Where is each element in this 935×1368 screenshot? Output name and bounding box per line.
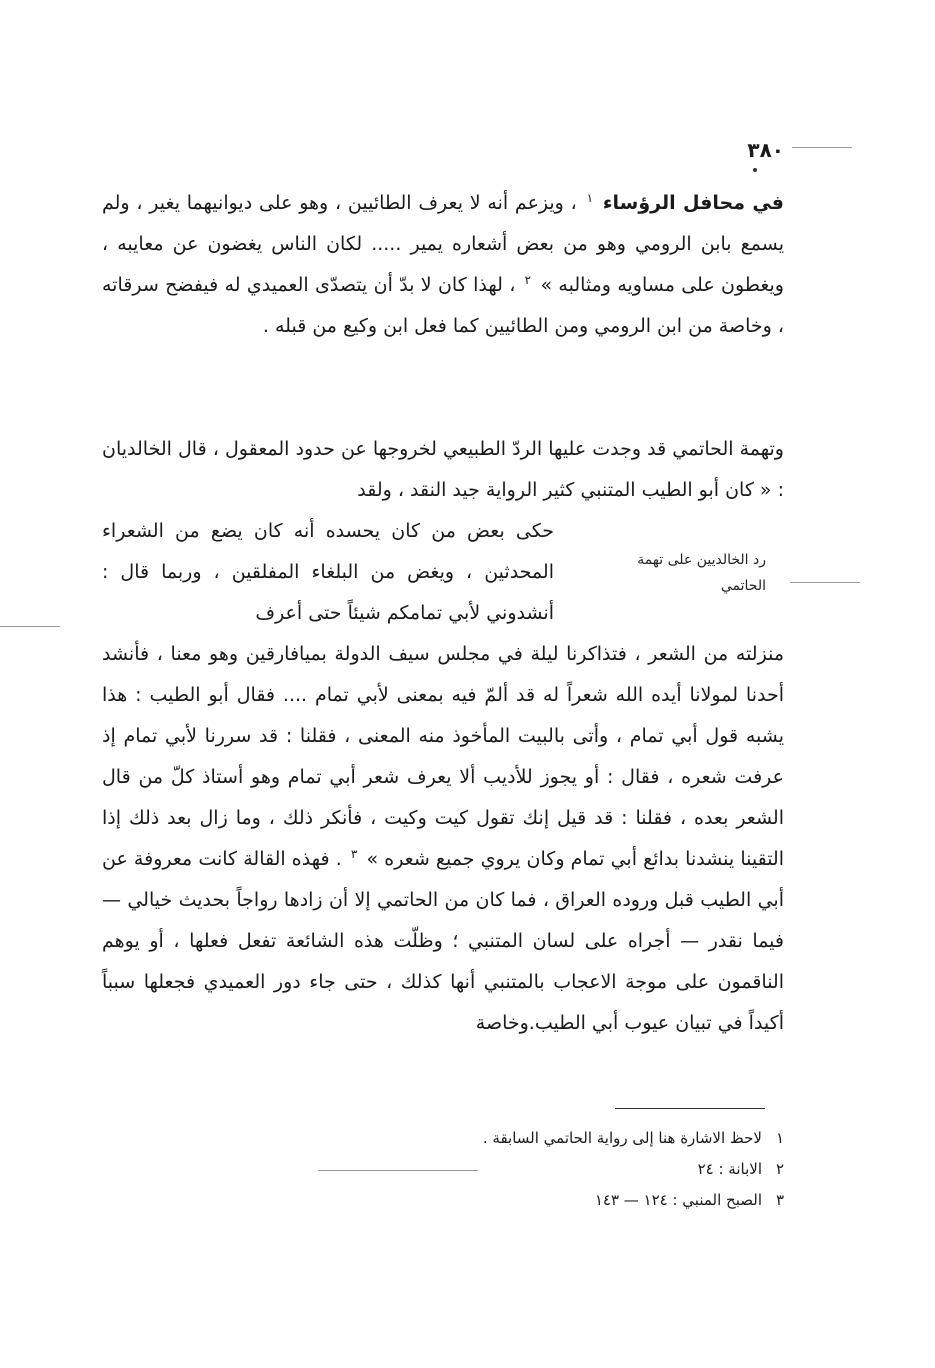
page-number-dot — [753, 168, 757, 172]
paragraph-2-top-text: وتهمة الحاتمي قد وجدت عليها الردّ الطبيعي لخروجها عن حدود المعقول ، قال الخالديان : « كان أبو الطيب المتنبي كثير الرواية جيد النقد ، ولقد — [102, 438, 784, 501]
paragraph-1-lead: في محافل الرؤساء — [602, 192, 784, 214]
footnote-2 — [370, 1154, 784, 1185]
footnote-ref-2[interactable]: ٢ — [524, 272, 532, 287]
edge-mark-top-right — [792, 147, 852, 148]
footnote-text: لاحظ الاشارة هنا إلى رواية الحاتمي السابقة . — [482, 1129, 762, 1147]
paragraph-2-top — [102, 429, 784, 511]
footnote-ref-3[interactable]: ٣ — [350, 846, 358, 861]
footnotes — [370, 1123, 784, 1216]
paragraph-2-narrow-text: حكى بعض من كان يحسده أنه كان يضع من الشعراء المحدثين ، ويغض من البلغاء المفلقين ، وربما قال : أنشدوني لأبي تمامكم شيئاً حتى أعرف — [102, 520, 554, 624]
footnote-number: ٢ — [775, 1160, 784, 1178]
margin-note: رد الخالديين على تهمة الحاتمي — [637, 552, 766, 594]
footnote-ref-1[interactable]: ١ — [586, 190, 594, 205]
footnote-number: ٣ — [775, 1191, 784, 1209]
footnote-number: ١ — [775, 1129, 784, 1147]
footnote-text: الصبح المنبي : ١٢٤ — ١٤٣ — [594, 1191, 762, 1209]
footnote-1 — [370, 1123, 784, 1154]
footnote-3 — [370, 1185, 784, 1216]
edge-mark-right-mid — [790, 582, 860, 583]
edge-mark-left-mid — [0, 626, 60, 627]
paragraph-2-narrow — [102, 511, 554, 634]
paragraph-2-rest-text-a: منزلته من الشعر ، فتذاكرنا ليلة في مجلس سيف الدولة بميافارقين وهو معنا ، فأنشد أحدنا لمولانا أيده الله شعراً له قد ألمّ فيه بمعنى لأبي تمام .... فقال أبو الطيب : هذا يشبه قول أبي تمام ، وأتى بالبيت المأخوذ منه المعنى ، فقلنا : قد سررنا لأبي تمام إذ عرفت شعره ، فقال : أو يجوز للأديب ألا يعرف شعر أبي تمام وهو أستاذ كلّ من قال الشعر بعده ، فقلنا : قد قيل إنك تقول كيت وكيت ، فأنكر ذلك ، وما زال بعد ذلك إذا التقينا ينشدنا بدائع أبي تمام وكان يروي جميع شعره » — [102, 643, 784, 870]
footnote-divider — [615, 1108, 765, 1109]
paragraph-1-text-a: ، ويزعم أنه لا يعرف الطائيين ، وهو على ديوانيهما يغير ، ولم يسمع بابن الرومي وهو من بعض أشعاره يمير ..... لكان الناس يغضون عن معايبه ، ويغطون على مساويه ومثالبه » — [102, 192, 784, 296]
page-number: ٣٨٠ — [747, 138, 784, 162]
paragraph-2-rest — [102, 634, 784, 1044]
paragraph-1-text-b: ، لهذا كان لا بدّ أن يتصدّى العميدي له فيفضح سرقاته ، وخاصة من ابن الرومي ومن الطائيين كما فعل ابن وكيع من قبله . — [102, 274, 784, 337]
paragraph-2-rest-text-b: . فهذه القالة كانت معروفة عن أبي الطيب قبل وروده العراق ، فما كان من الحاتمي إلا أن زادها رواجاً بحديث خيالي — فيما نقدر — أجراه على لسان المتنبي ؛ وظلّت هذه الشائعة تفعل فعلها ، أو يوهم الناقمون على موجة الاعجاب بالمتنبي أنها كذلك ، حتى جاء دور العميدي فجعلها سبباً أكيداً في تبيان عيوب أبي الطيب.وخاصة — [102, 848, 784, 1034]
footnote-text: الابانة : ٢٤ — [697, 1160, 762, 1178]
paragraph-1 — [102, 183, 784, 347]
